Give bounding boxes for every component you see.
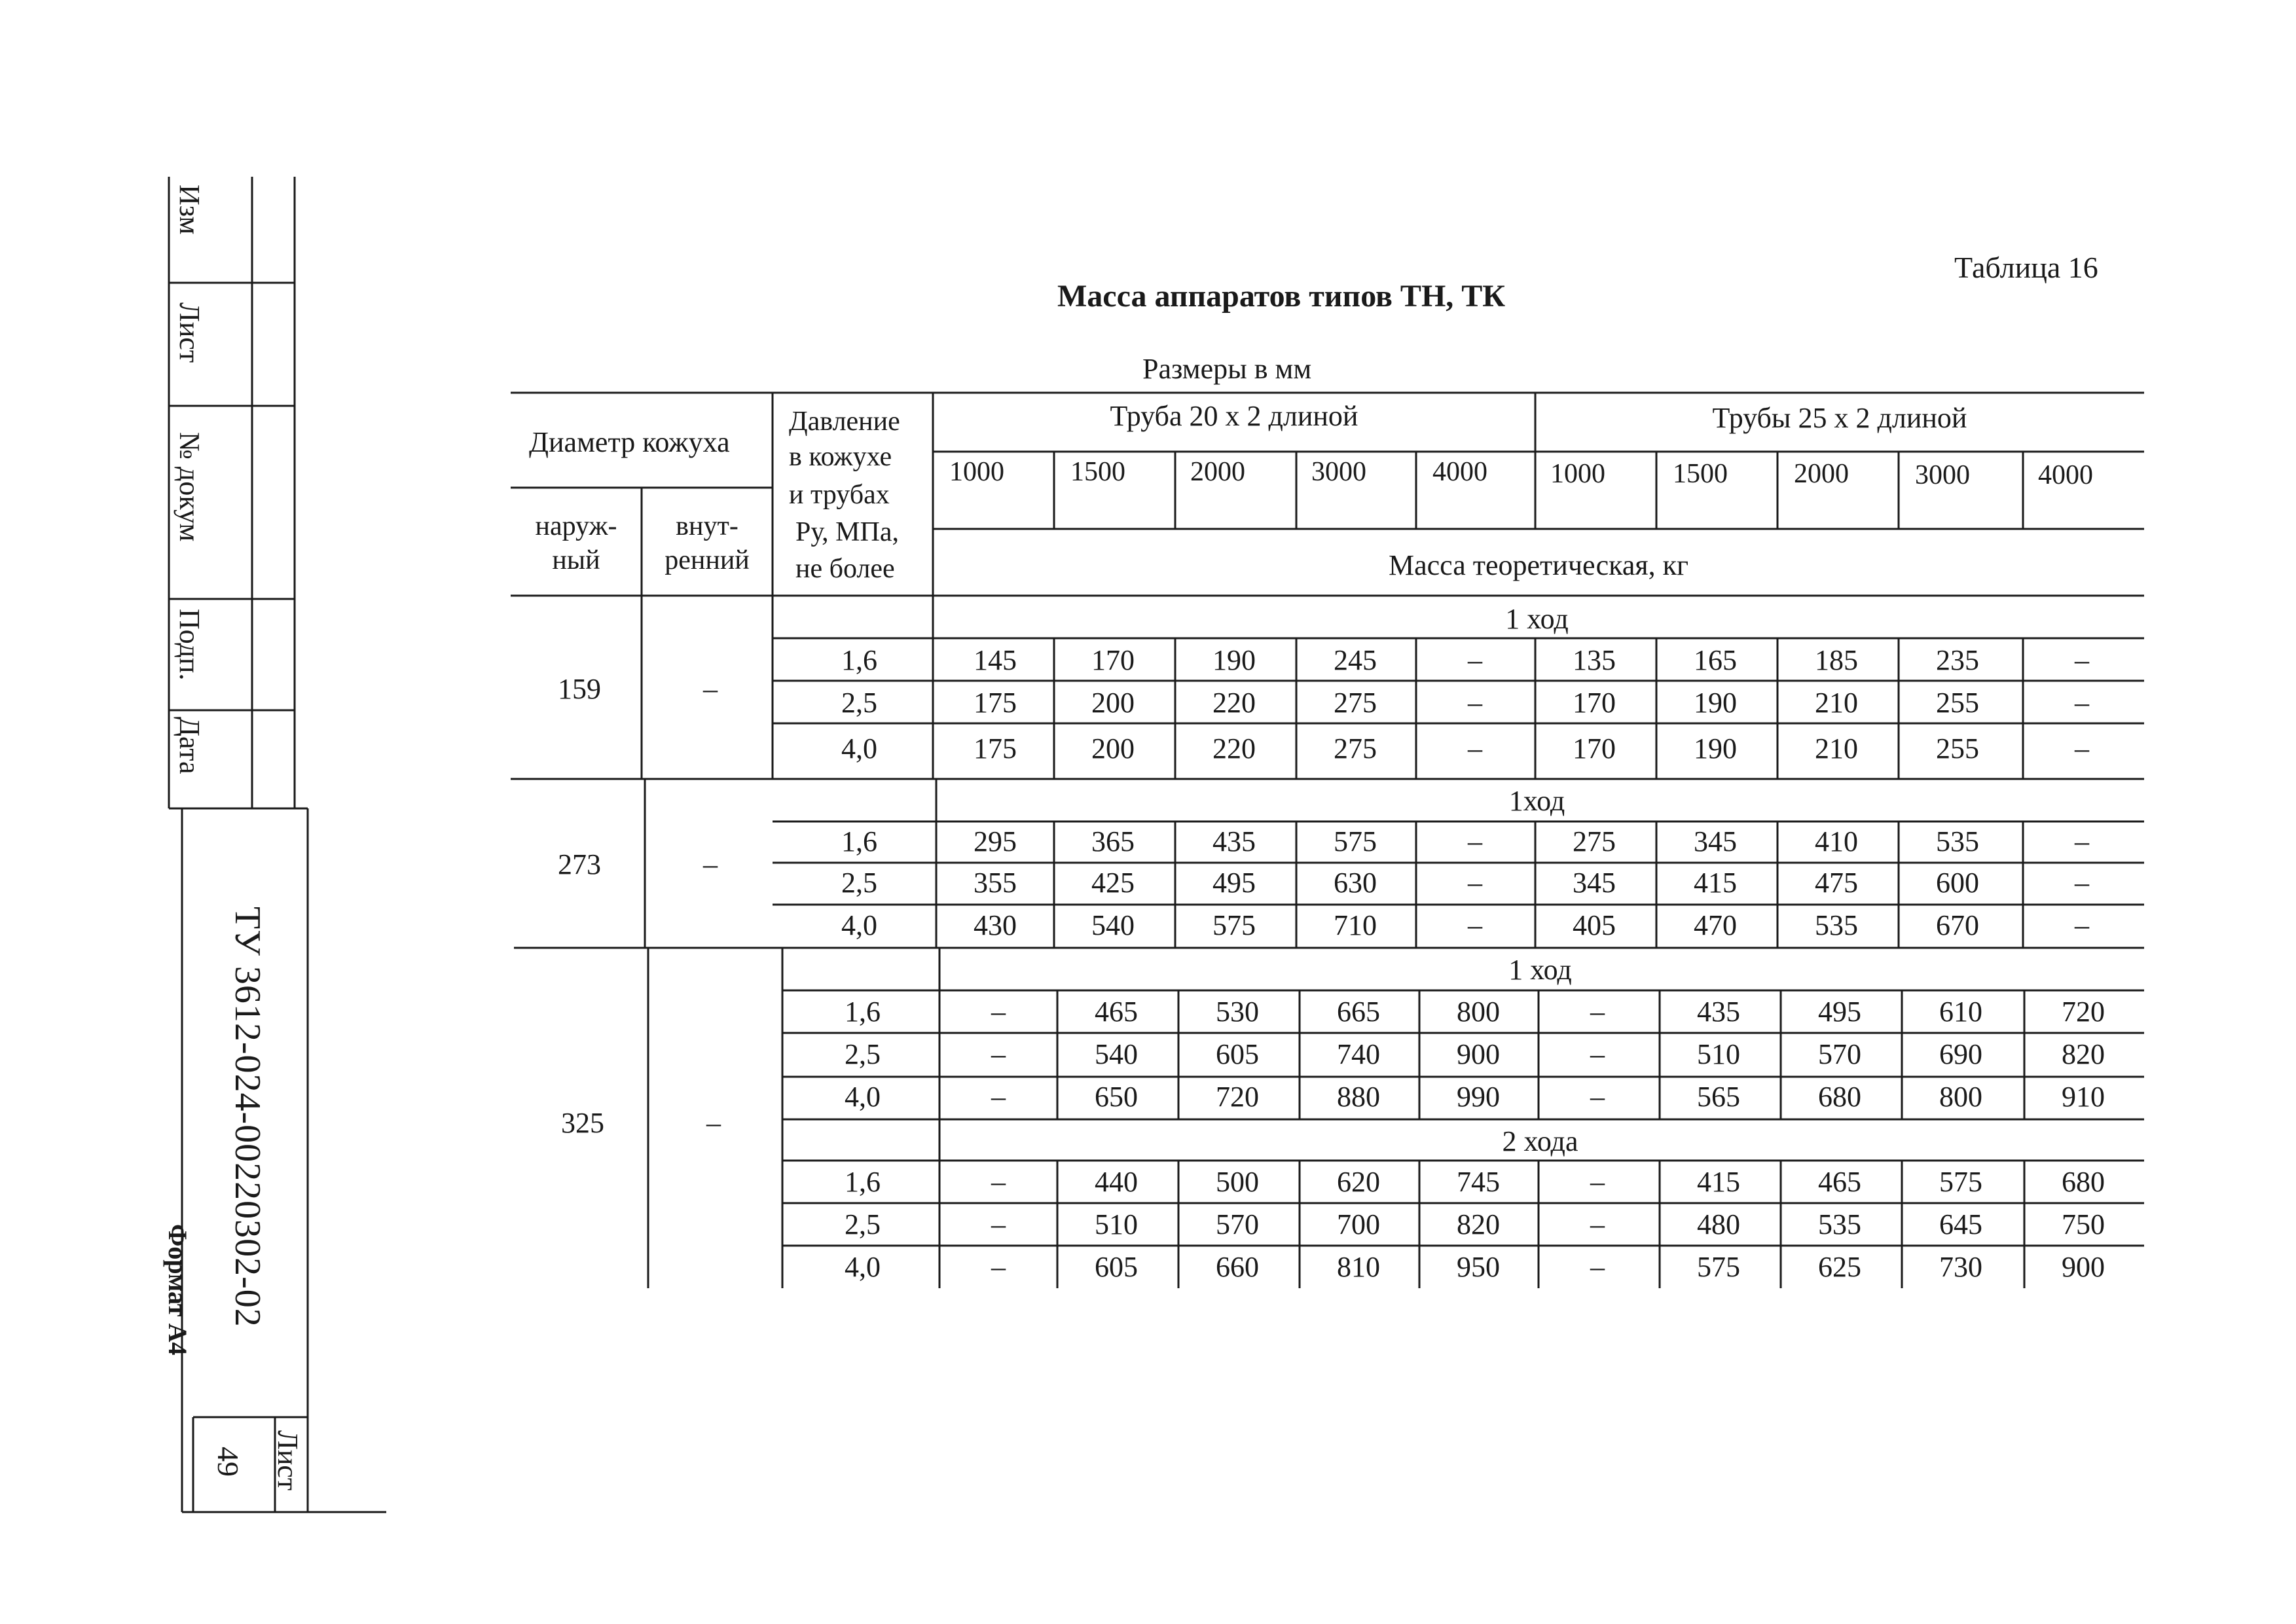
mass-cell: 605 <box>1216 1038 1259 1070</box>
mass-cell: 565 <box>1697 1081 1740 1113</box>
mass-cell: 510 <box>1095 1208 1138 1240</box>
mass-cell: – <box>1590 1208 1605 1240</box>
header-pressure-1: Давление <box>789 406 900 437</box>
mass-cell: 430 <box>974 909 1017 941</box>
mass-cell: 245 <box>1334 644 1377 676</box>
table-number: Таблица 16 <box>1954 251 2098 284</box>
mass-cell: 570 <box>1216 1208 1259 1240</box>
mass-cell: – <box>2075 732 2089 765</box>
mass-cell: 410 <box>1815 825 1858 857</box>
pressure-cell: 1,6 <box>845 996 881 1028</box>
mass-cell: 690 <box>1939 1038 1982 1070</box>
pressure-cell: 1,6 <box>841 825 877 857</box>
mass-cell: 730 <box>1939 1251 1982 1283</box>
mass-cell: 495 <box>1818 996 1861 1028</box>
mass-cell: 210 <box>1815 687 1858 719</box>
mass-cell: 650 <box>1095 1081 1138 1113</box>
length-1000-b: 1000 <box>1550 459 1605 489</box>
header-pressure-4: Ру, МПа, <box>795 517 899 547</box>
mass-cell: – <box>2075 687 2089 719</box>
sheet-number: 49 <box>211 1447 245 1477</box>
mass-cell: 275 <box>1334 732 1377 765</box>
mass-cell: 475 <box>1815 867 1858 899</box>
mass-cell: 900 <box>1457 1038 1500 1070</box>
mass-cell: – <box>991 1208 1006 1240</box>
pressure-cell: 2,5 <box>841 867 877 899</box>
mass-cell: 530 <box>1216 996 1259 1028</box>
mass-cell: 820 <box>1457 1208 1500 1240</box>
length-3000-b: 3000 <box>1915 460 1970 490</box>
mass-cell: – <box>1468 909 1482 941</box>
mass-cell: 575 <box>1212 909 1256 941</box>
mass-cell: 170 <box>1573 687 1616 719</box>
mass-cell: 200 <box>1091 687 1135 719</box>
stamp-field-docnum: № докум <box>173 432 206 542</box>
pressure-cell: 2,5 <box>845 1038 881 1070</box>
mass-cell: 900 <box>2062 1251 2105 1283</box>
mass-cell: 425 <box>1091 867 1135 899</box>
mass-cell: – <box>2075 825 2089 857</box>
mass-cell: 535 <box>1815 909 1858 941</box>
mass-cell: 480 <box>1697 1208 1740 1240</box>
mass-cell: 295 <box>974 825 1017 857</box>
header-pressure-5: не более <box>795 554 895 584</box>
mass-cell: – <box>991 1081 1006 1113</box>
length-1000-a: 1000 <box>949 457 1004 487</box>
mass-cell: – <box>1468 732 1482 765</box>
mass-cell: 500 <box>1216 1166 1259 1198</box>
mass-cell: 185 <box>1815 644 1858 676</box>
mass-cell: 435 <box>1212 825 1256 857</box>
pressure-cell: 2,5 <box>845 1208 881 1240</box>
mass-cell: 535 <box>1818 1208 1861 1240</box>
mass-cell: 135 <box>1573 644 1616 676</box>
pressure-cell: 4,0 <box>845 1081 881 1113</box>
mass-cell: 465 <box>1818 1166 1861 1198</box>
header-outer-2: ный <box>552 545 600 575</box>
mass-cell: 800 <box>1457 996 1500 1028</box>
mass-cell: 710 <box>1334 909 1377 941</box>
header-tube20: Труба 20 х 2 длиной <box>1110 400 1358 432</box>
mass-cell: 190 <box>1694 687 1737 719</box>
mass-cell: 255 <box>1936 687 1979 719</box>
mass-cell: 510 <box>1697 1038 1740 1070</box>
mass-cell: 600 <box>1936 867 1979 899</box>
mass-cell: 355 <box>974 867 1017 899</box>
mass-cell: 700 <box>1337 1208 1380 1240</box>
stamp-field-list: Лист <box>173 302 206 363</box>
sheet-label: Лист <box>272 1430 304 1491</box>
mass-cell: 190 <box>1212 644 1256 676</box>
mass-cell: 190 <box>1694 732 1737 765</box>
header-pressure-3: и трубах <box>789 480 890 510</box>
mass-cell: – <box>991 996 1006 1028</box>
header-mass: Масса теоретическая, кг <box>1388 549 1689 581</box>
group-label: 2 хода <box>1502 1125 1578 1157</box>
mass-cell: 145 <box>974 644 1017 676</box>
inner-diameter-325: – <box>706 1107 721 1139</box>
mass-cell: 645 <box>1939 1208 1982 1240</box>
mass-cell: 435 <box>1697 996 1740 1028</box>
stamp-field-date: Дата <box>173 717 206 774</box>
mass-cell: 275 <box>1334 687 1377 719</box>
mass-cell: – <box>1590 1038 1605 1070</box>
mass-cell: – <box>991 1251 1006 1283</box>
header-diameter: Диаметр кожуха <box>529 426 730 458</box>
mass-cell: – <box>1590 996 1605 1028</box>
mass-cell: 665 <box>1337 996 1380 1028</box>
mass-cell: 275 <box>1573 825 1616 857</box>
header-inner-2: ренний <box>665 545 750 575</box>
outer-diameter-273: 273 <box>558 848 601 880</box>
mass-cell: 210 <box>1815 732 1858 765</box>
units-note: Размеры в мм <box>1142 353 1312 385</box>
mass-cell: 440 <box>1095 1166 1138 1198</box>
inner-diameter-159: – <box>703 673 718 705</box>
pressure-cell: 4,0 <box>841 732 877 765</box>
mass-cell: 740 <box>1337 1038 1380 1070</box>
mass-cell: 415 <box>1697 1166 1740 1198</box>
inner-diameter-273: – <box>703 848 718 880</box>
mass-cell: 680 <box>1818 1081 1861 1113</box>
pressure-cell: 2,5 <box>841 687 877 719</box>
mass-cell: 170 <box>1573 732 1616 765</box>
outer-diameter-325: 325 <box>561 1107 604 1139</box>
outer-diameter-159: 159 <box>558 673 601 705</box>
mass-cell: – <box>1590 1251 1605 1283</box>
mass-cell: 170 <box>1091 644 1135 676</box>
mass-cell: 575 <box>1334 825 1377 857</box>
mass-cell: 680 <box>2062 1166 2105 1198</box>
mass-cell: 470 <box>1694 909 1737 941</box>
mass-cell: 605 <box>1095 1251 1138 1283</box>
length-4000-b: 4000 <box>2038 460 2093 490</box>
mass-cell: 880 <box>1337 1081 1380 1113</box>
group-label: 1 ход <box>1505 603 1569 635</box>
length-4000-a: 4000 <box>1432 457 1487 487</box>
mass-cell: 365 <box>1091 825 1135 857</box>
mass-cell: 415 <box>1694 867 1737 899</box>
mass-cell: 660 <box>1216 1251 1259 1283</box>
mass-cell: – <box>1468 644 1482 676</box>
group-label: 1ход <box>1508 785 1565 817</box>
mass-cell: 810 <box>1337 1251 1380 1283</box>
stamp-field-izm: Изм <box>173 185 206 235</box>
length-2000-b: 2000 <box>1794 459 1849 489</box>
mass-cell: 255 <box>1936 732 1979 765</box>
mass-cell: 820 <box>2062 1038 2105 1070</box>
mass-cell: 535 <box>1936 825 1979 857</box>
mass-cell: 345 <box>1694 825 1737 857</box>
mass-cell: 200 <box>1091 732 1135 765</box>
header-pressure-2: в кожухе <box>789 442 892 472</box>
mass-cell: 720 <box>1216 1081 1259 1113</box>
mass-cell: 990 <box>1457 1081 1500 1113</box>
mass-cell: 575 <box>1697 1251 1740 1283</box>
mass-cell: – <box>2075 867 2089 899</box>
length-2000-a: 2000 <box>1190 457 1245 487</box>
mass-cell: 610 <box>1939 996 1982 1028</box>
mass-cell: – <box>1590 1081 1605 1113</box>
mass-cell: – <box>1468 825 1482 857</box>
mass-cell: 745 <box>1457 1166 1500 1198</box>
mass-cell: 235 <box>1936 644 1979 676</box>
mass-cell: 495 <box>1212 867 1256 899</box>
mass-cell: – <box>1468 687 1482 719</box>
mass-cell: – <box>991 1166 1006 1198</box>
mass-cell: 175 <box>974 732 1017 765</box>
mass-cell: 575 <box>1939 1166 1982 1198</box>
mass-cell: 220 <box>1212 687 1256 719</box>
mass-cell: 670 <box>1936 909 1979 941</box>
mass-cell: – <box>1590 1166 1605 1198</box>
mass-cell: – <box>2075 644 2089 676</box>
mass-cell: 175 <box>974 687 1017 719</box>
mass-cell: 220 <box>1212 732 1256 765</box>
header-outer-1: наруж- <box>535 511 617 541</box>
pressure-cell: 4,0 <box>841 909 877 941</box>
mass-cell: – <box>1468 867 1482 899</box>
group-label: 1 ход <box>1508 954 1572 986</box>
mass-cell: 465 <box>1095 996 1138 1028</box>
mass-cell: 910 <box>2062 1081 2105 1113</box>
mass-cell: 630 <box>1334 867 1377 899</box>
format-label: Формат А4 <box>163 1224 192 1356</box>
pressure-cell: 1,6 <box>845 1166 881 1198</box>
pressure-cell: 1,6 <box>841 644 877 676</box>
length-1500-a: 1500 <box>1070 457 1125 487</box>
mass-cell: 345 <box>1573 867 1616 899</box>
mass-cell: 950 <box>1457 1251 1500 1283</box>
mass-cell: 570 <box>1818 1038 1861 1070</box>
header-tube25: Трубы 25 х 2 длиной <box>1712 402 1967 434</box>
mass-cell: 750 <box>2062 1208 2105 1240</box>
mass-cell: – <box>2075 909 2089 941</box>
mass-cell: 165 <box>1694 644 1737 676</box>
mass-cell: 540 <box>1095 1038 1138 1070</box>
mass-cell: 800 <box>1939 1081 1982 1113</box>
mass-cell: 540 <box>1091 909 1135 941</box>
length-1500-b: 1500 <box>1673 459 1728 489</box>
mass-cell: 405 <box>1573 909 1616 941</box>
mass-cell: 620 <box>1337 1166 1380 1198</box>
mass-cell: – <box>991 1038 1006 1070</box>
stamp-field-sign: Подп. <box>173 609 206 681</box>
length-3000-a: 3000 <box>1311 457 1366 487</box>
pressure-cell: 4,0 <box>845 1251 881 1283</box>
document-code: ТУ 3612-024-00220302-02 <box>227 907 268 1327</box>
mass-cell: 720 <box>2062 996 2105 1028</box>
header-inner-1: внут- <box>676 511 738 541</box>
document-title: Масса аппаратов типов ТН, ТК <box>1057 279 1506 314</box>
mass-cell: 625 <box>1818 1251 1861 1283</box>
